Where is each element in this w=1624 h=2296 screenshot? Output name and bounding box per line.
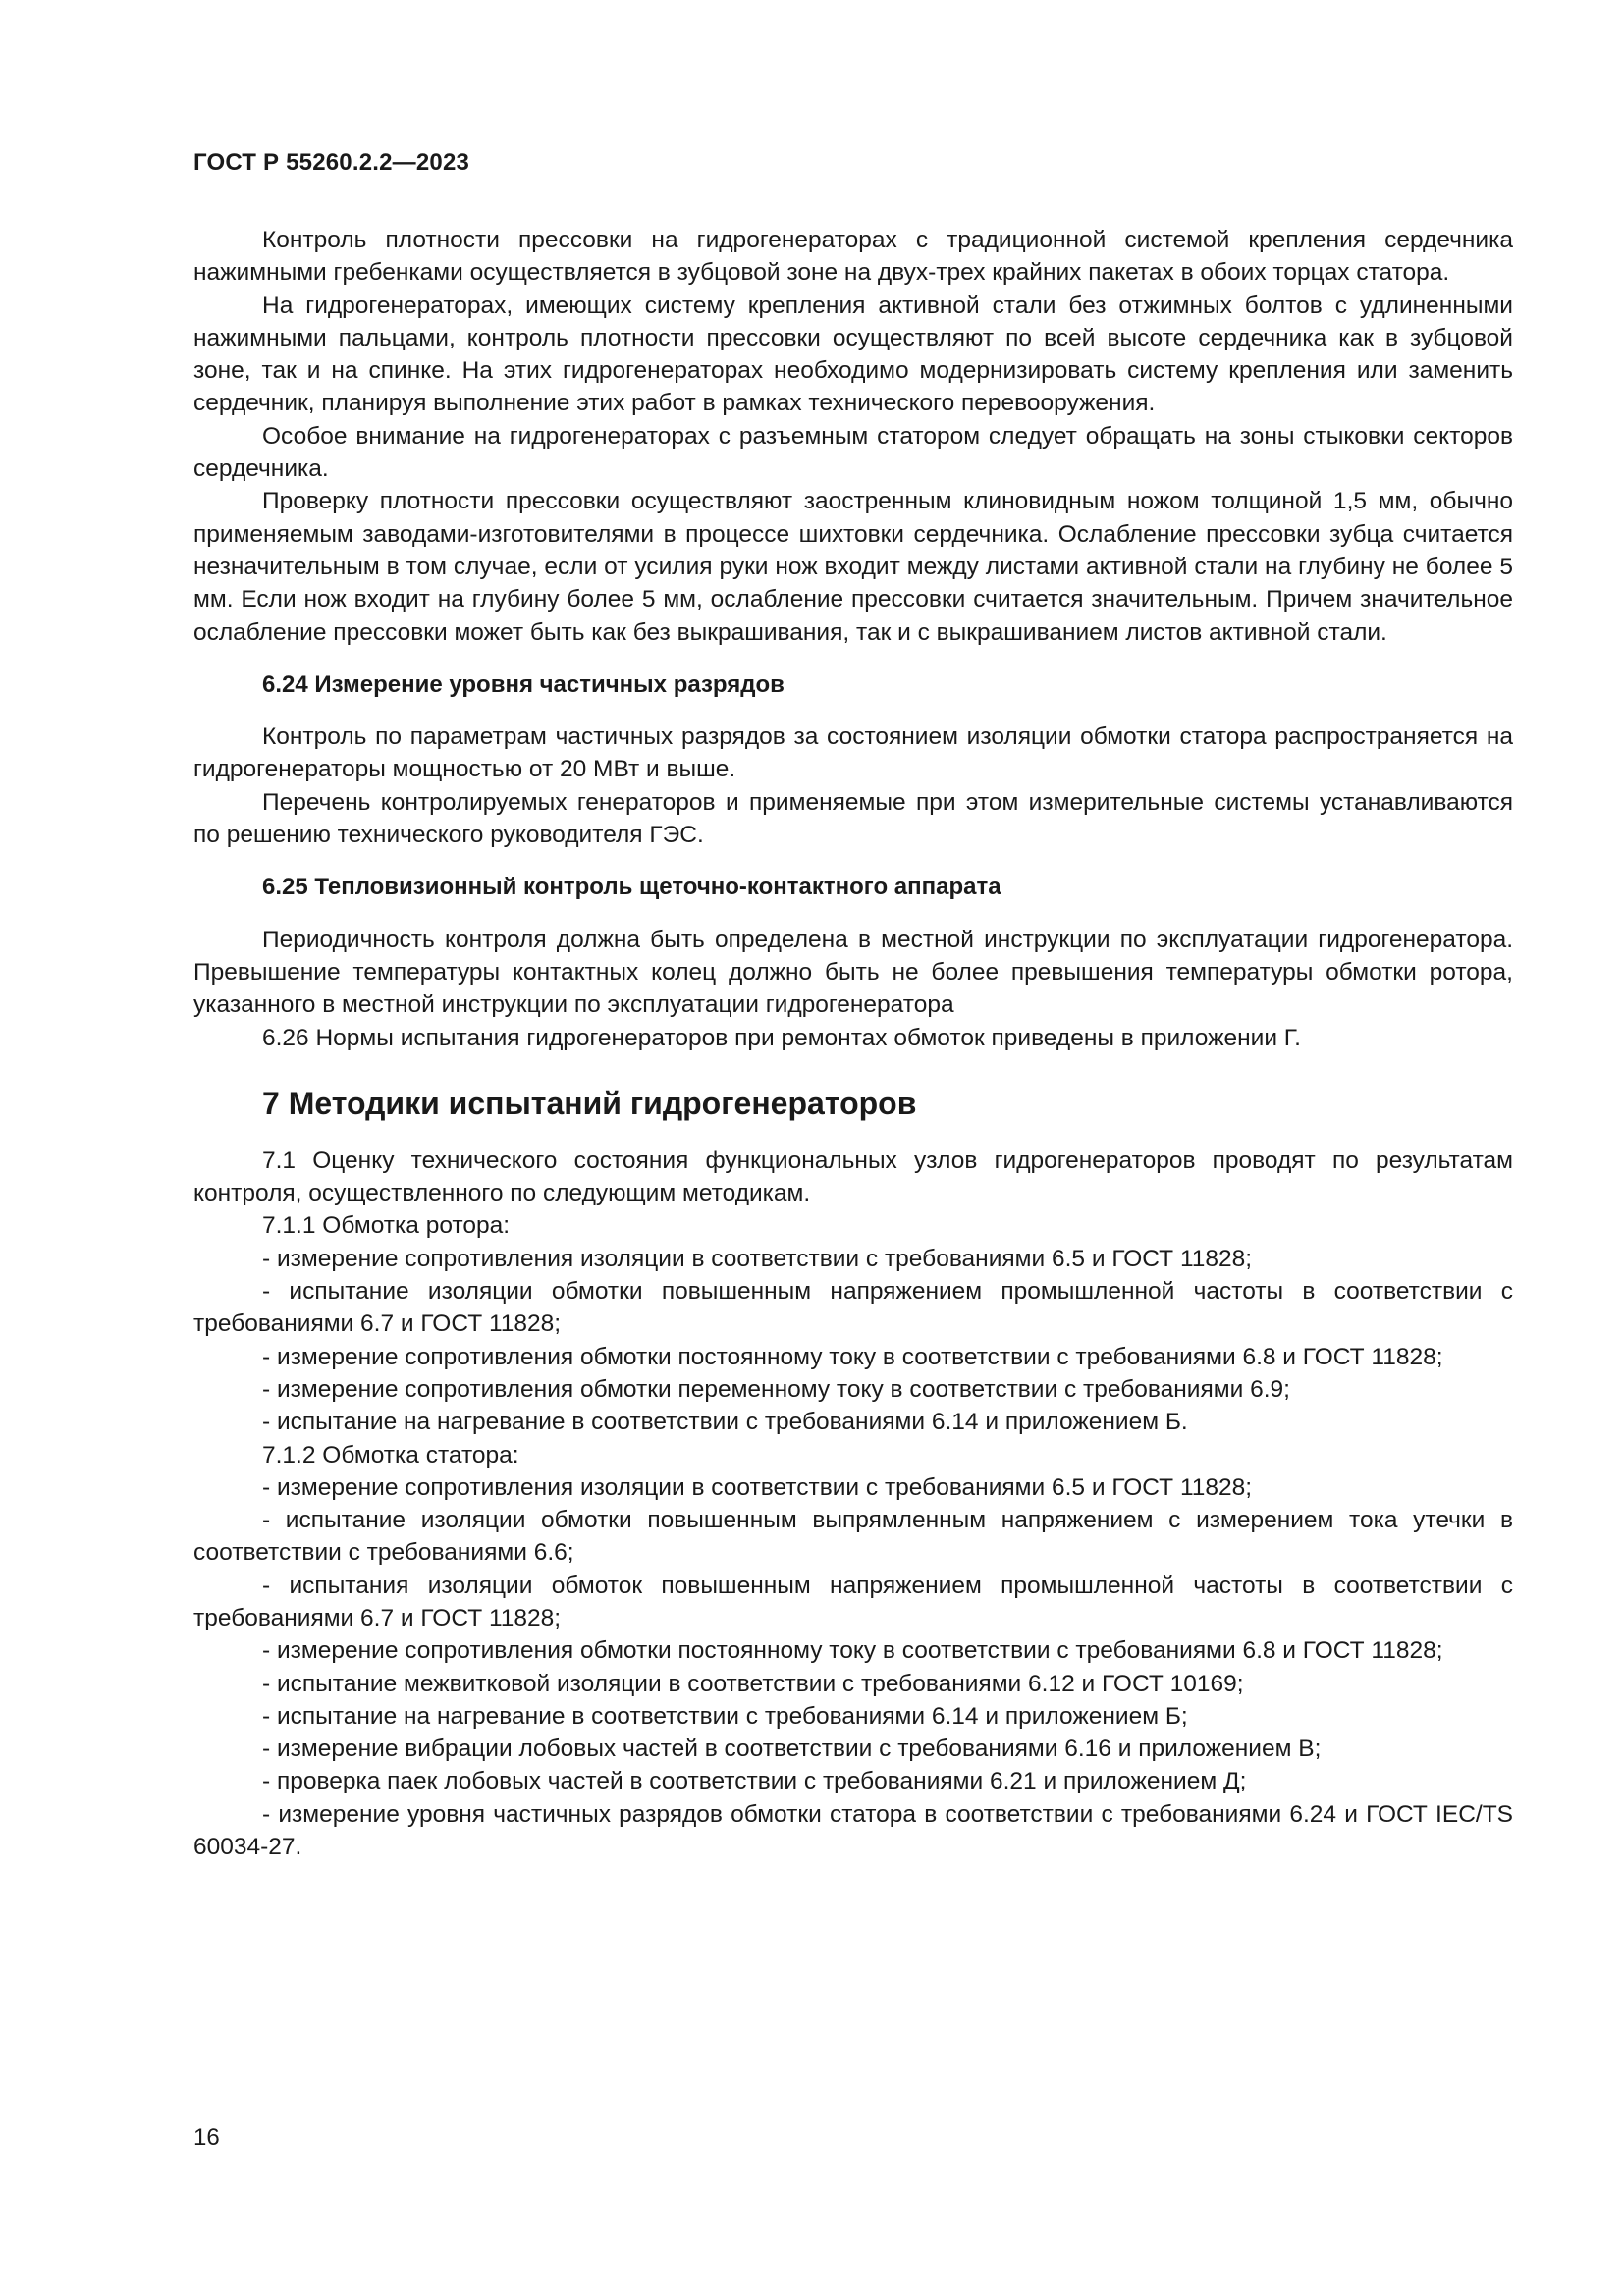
list-item: - испытание на нагревание в соответствии с требованиями 6.14 и приложением Б;	[262, 1702, 1188, 1730]
page-content	[193, 224, 1513, 1863]
paragraph: Особое внимание на гидрогенераторах с разъемным статором следует обращать на зоны стыковки секторов сердечника.	[193, 422, 1513, 483]
paragraph: Перечень контролируемых генераторов и применяемые при этом измерительные системы устанавливаются по решению технического руководителя ГЭС.	[193, 788, 1513, 849]
list-item: - измерение сопротивления обмотки переменному току в соответствии с требованиями 6.9;	[262, 1375, 1290, 1403]
paragraph: 6.26 Нормы испытания гидрогенераторов при ремонтах обмоток приведены в приложении Г.	[262, 1024, 1301, 1051]
section-heading-6-25: 6.25 Тепловизионный контроль щеточно-контактного аппарата	[262, 874, 1001, 901]
list-item: - измерение сопротивления обмотки постоянному току в соответствии с требованиями 6.8 и ГОСТ 11828;	[262, 1343, 1443, 1370]
paragraph: Проверку плотности прессовки осуществляют заостренным клиновидным ножом толщиной 1,5 мм, обычно применяемым заводами-изготовителями в процессе шихтовки сердечника. Ослабление прессовки зубца считается незначительным в том случае, если от усилия руки нож входит между листами активной стали на глубину не более 5 мм. Если нож входит на глубину более 5 мм, ослабление прессовки считается значительным. Причем значительное ослабление прессовки может быть как без выкрашивания, так и с выкрашиванием листов активной стали.	[193, 488, 1513, 646]
list-item: - испытание межвитковой изоляции в соответствии с требованиями 6.12 и ГОСТ 10169;	[262, 1670, 1244, 1697]
list-item: - измерение уровня частичных разрядов обмотки статора в соответствии с требованиями 6.24 и ГОСТ IEC/TS 60034-27.	[193, 1800, 1513, 1861]
rotor-subheading: 7.1.1 Обмотка ротора:	[262, 1212, 511, 1240]
paragraph: Периодичность контроля должна быть определена в местной инструкции по эксплуатации гидрогенератора. Превышение температуры контактных колец должно быть не более превышения температуры обмотки ротора, указанного в местной инструкции по эксплуатации гидрогенератора	[193, 926, 1513, 1019]
list-item: - измерение сопротивления изоляции в соответствии с требованиями 6.5 и ГОСТ 11828;	[262, 1245, 1253, 1272]
section-heading-6-24: 6.24 Измерение уровня частичных разрядов	[262, 670, 785, 698]
list-item: - проверка паек лобовых частей в соответствии с требованиями 6.21 и приложением Д;	[262, 1768, 1247, 1795]
list-item: - испытание на нагревание в соответствии с требованиями 6.14 и приложением Б.	[262, 1409, 1188, 1436]
paragraph: 7.1 Оценку технического состояния функциональных узлов гидрогенераторов проводят по результатам контроля, осуществленного по следующим методикам.	[193, 1147, 1513, 1207]
list-item: - испытания изоляции обмоток повышенным напряжением промышленной частоты в соответствии с требованиями 6.7 и ГОСТ 11828;	[193, 1572, 1513, 1631]
list-item: - измерение сопротивления изоляции в соответствии с требованиями 6.5 и ГОСТ 11828;	[262, 1473, 1253, 1501]
paragraph: Контроль плотности прессовки на гидрогенераторах с традиционной системой крепления сердечника нажимными гребенками осуществляется в зубцовой зоне на двух-трех крайних пакетах в обоих торцах статора.	[193, 227, 1513, 287]
paragraph: Контроль по параметрам частичных разрядов за состоянием изоляции обмотки статора распространяется на гидрогенераторы мощностью от 20 МВт и выше.	[193, 723, 1513, 783]
chapter-heading-7: 7 Методики испытаний гидрогенераторов	[262, 1085, 917, 1121]
list-item: - испытание изоляции обмотки повышенным выпрямленным напряжением с измерением тока утечки в соответствии с требованиями 6.6;	[193, 1507, 1513, 1567]
paragraph: На гидрогенераторах, имеющих систему крепления активной стали без отжимных болтов с удлиненными нажимными пальцами, контроль плотности прессовки осуществляют по всей высоте сердечника как в зубцовой зоне, так и на спинке. На этих гидрогенераторах необходимо модернизировать систему крепления или заменить сердечник, планируя выполнение этих работ в рамках технического перевооружения.	[193, 292, 1513, 417]
list-item: - измерение вибрации лобовых частей в соответствии с требованиями 6.16 и приложением В;	[262, 1735, 1322, 1763]
list-item: - измерение сопротивления обмотки постоянному току в соответствии с требованиями 6.8 и ГОСТ 11828;	[262, 1637, 1443, 1665]
list-item: - испытание изоляции обмотки повышенным напряжением промышленной частоты в соответствии с требованиями 6.7 и ГОСТ 11828;	[193, 1278, 1513, 1338]
standard-id-header: ГОСТ Р 55260.2.2—2023	[193, 149, 470, 176]
stator-subheading: 7.1.2 Обмотка статора:	[262, 1441, 519, 1468]
page-number: 16	[193, 2124, 220, 2151]
